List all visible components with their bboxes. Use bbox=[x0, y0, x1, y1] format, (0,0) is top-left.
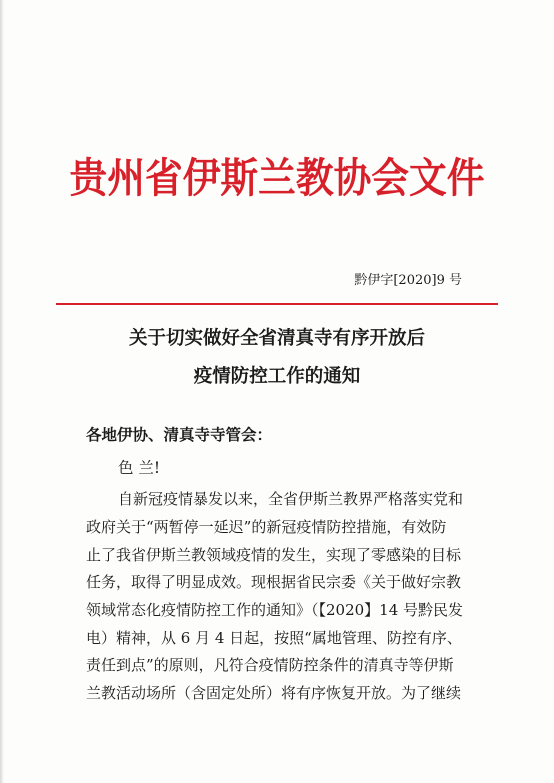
title-line-2: 疫情防控工作的通知 bbox=[193, 366, 361, 387]
title-line-1: 关于切实做好全省清真寺有序开放后 bbox=[128, 328, 425, 349]
body-line-4: 任务，取得了明显成效。现根据省民宗委《关于做好宗教 bbox=[86, 573, 462, 591]
salutation: 各地伊协、清真寺寺管会： bbox=[86, 425, 273, 444]
scan-edge bbox=[0, 0, 4, 783]
body-line-7: 责任到点”的原则，凡符合疫情防控条件的清真寺等伊斯 bbox=[86, 656, 454, 674]
body-line-6: 电）精神，从 6 月 4 日起，按照“属地管理、防控有序、 bbox=[86, 629, 462, 647]
document-number: 黔伊字[2020]9 号 bbox=[354, 273, 462, 288]
body-line-2: 政府关于“两暂停一延迟”的新冠疫情防控措施，有效防 bbox=[86, 518, 447, 536]
document-masthead: 贵州省伊斯兰教协会文件 bbox=[69, 154, 485, 202]
body-line-5: 领域常态化疫情防控工作的通知》（【2020】14 号黔民发 bbox=[86, 601, 464, 619]
body-line-8: 兰教活动场所（含固定处所）将有序恢复开放。为了继续 bbox=[86, 684, 462, 702]
greeting: 色 兰! bbox=[118, 459, 161, 477]
body-line-3: 止了我省伊斯兰教领域疫情的发生，实现了零感染的目标 bbox=[86, 546, 462, 564]
body-line-1: 自新冠疫情暴发以来，全省伊斯兰教界严格落实党和 bbox=[118, 490, 464, 508]
red-separator-line bbox=[56, 303, 498, 305]
